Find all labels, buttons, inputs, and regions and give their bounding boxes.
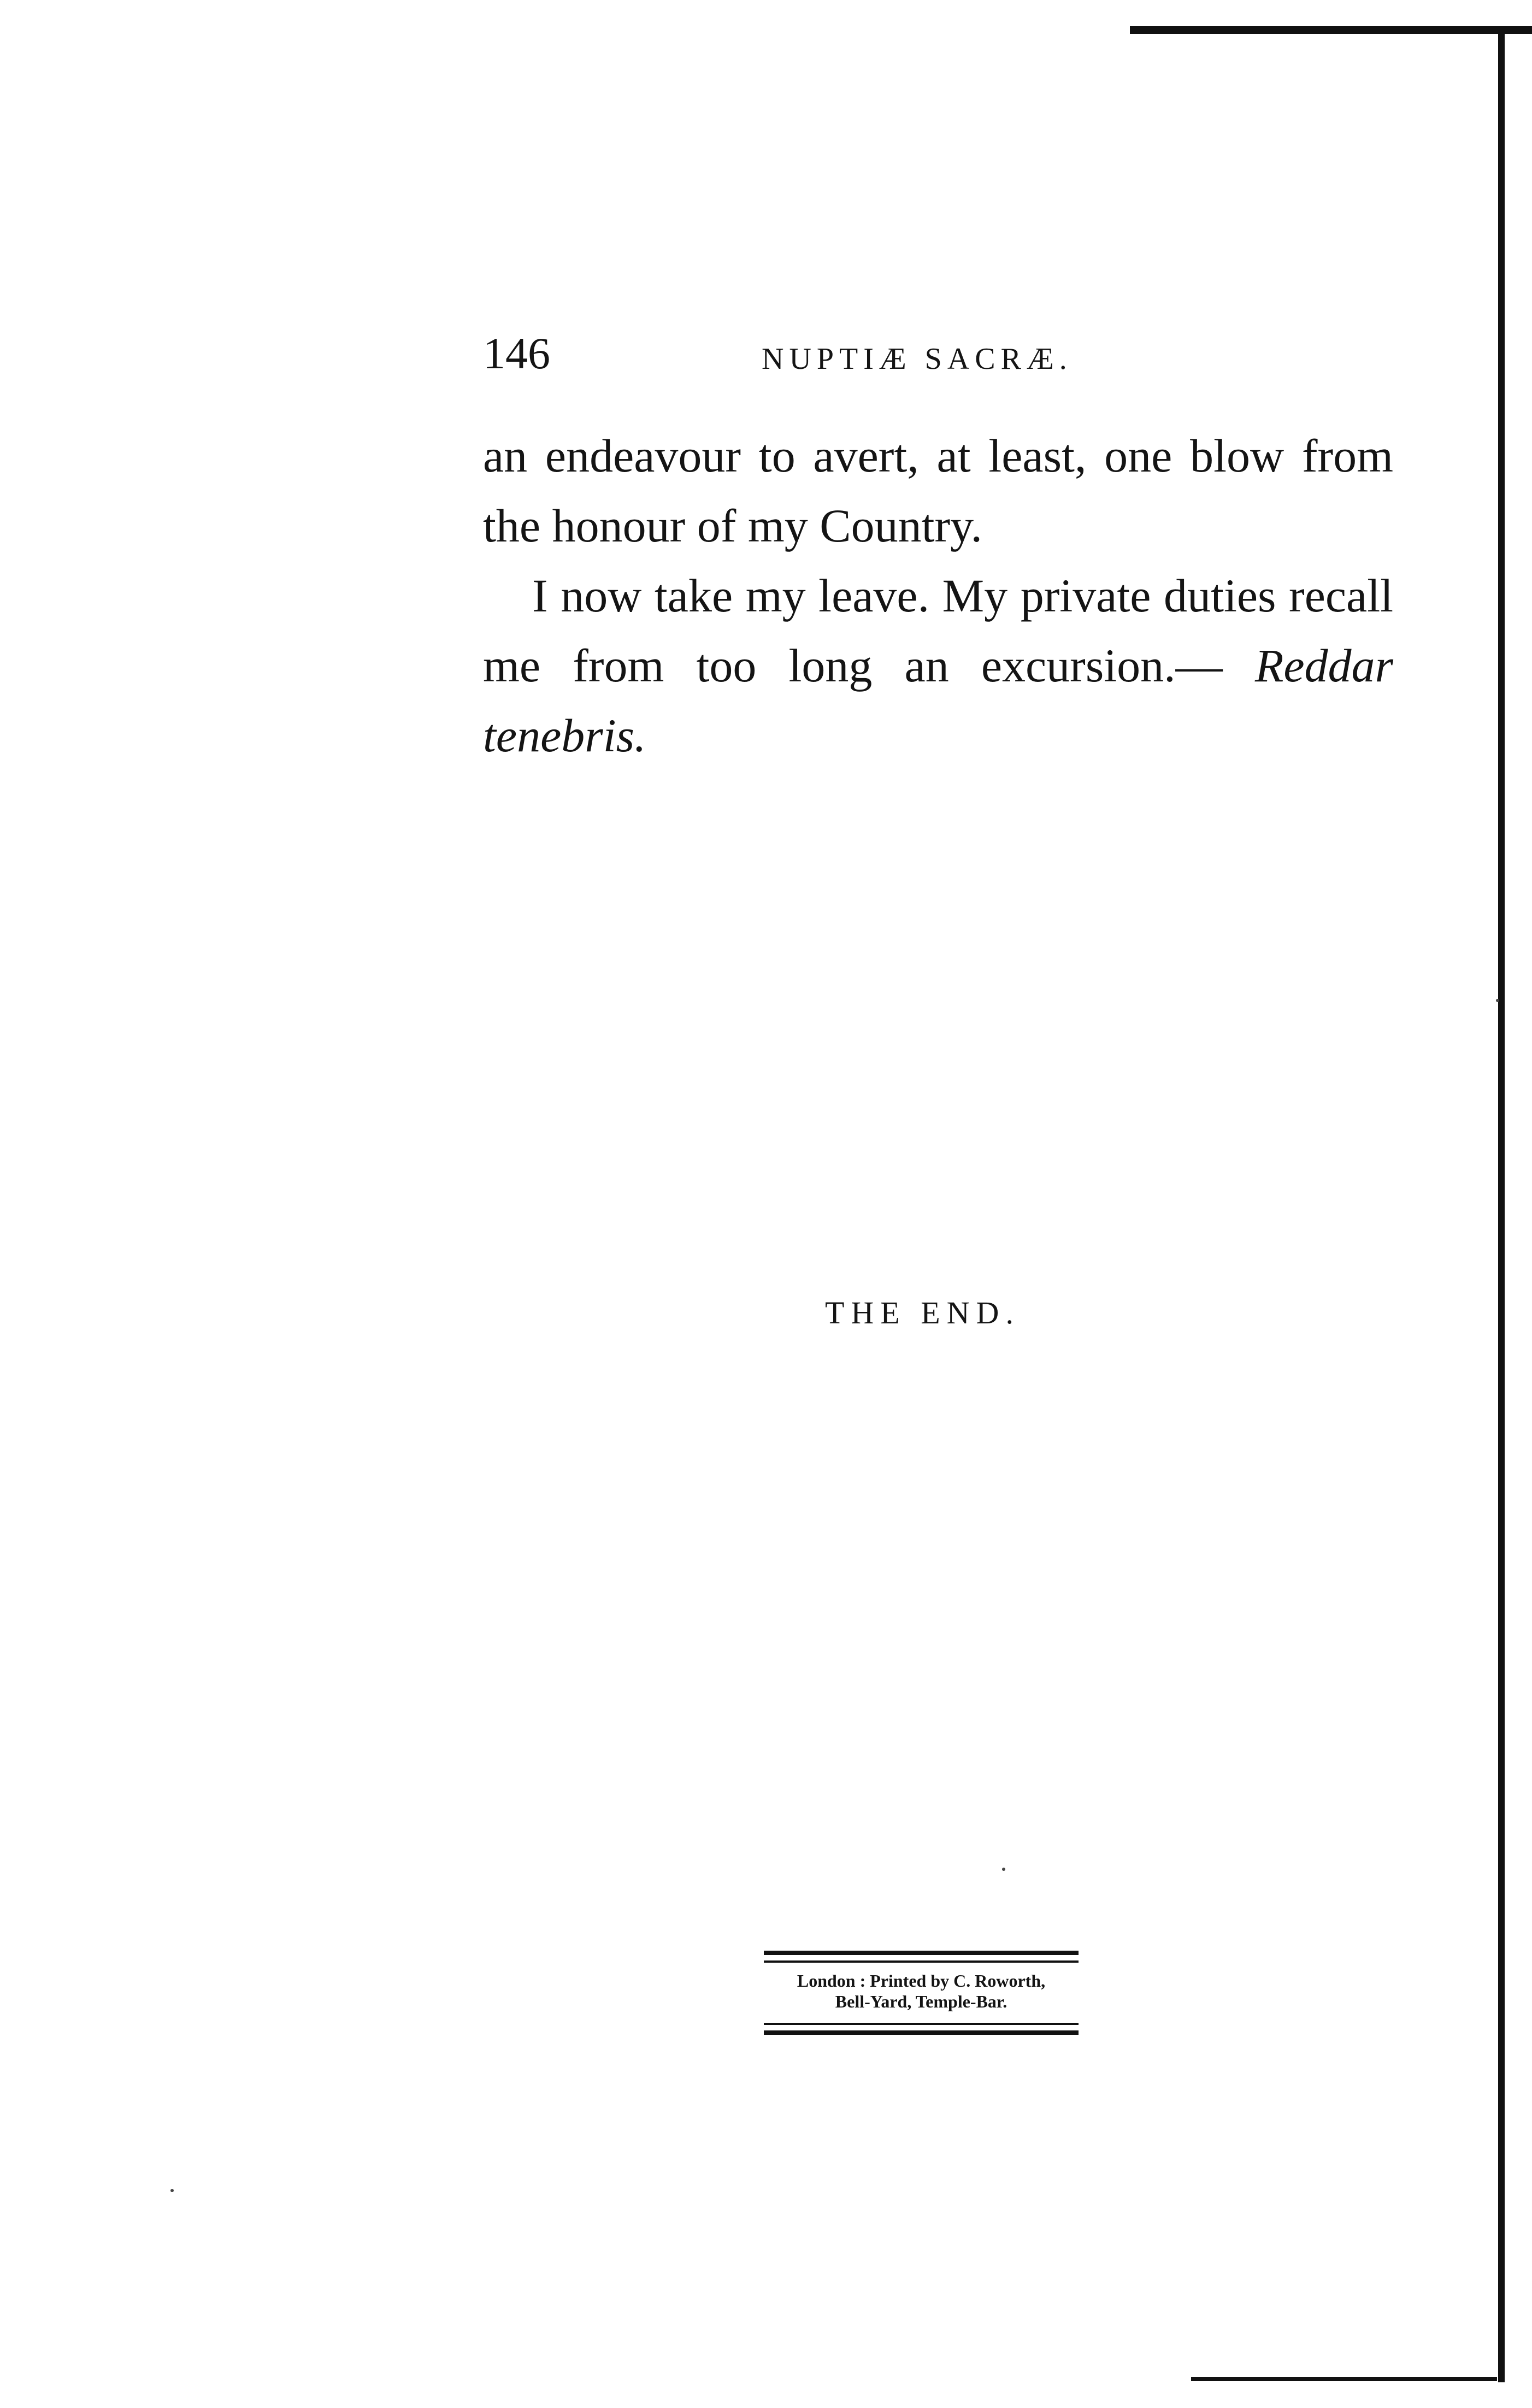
scan-speck [170, 2189, 174, 2192]
scan-speck [1496, 999, 1499, 1002]
page-header [483, 323, 1390, 384]
scan-edge-right [1498, 33, 1505, 2382]
paragraph-2-italic: Reddar tenebris. [483, 639, 1393, 762]
page-number: 146 [483, 328, 550, 378]
paragraph-2 [483, 561, 1393, 770]
imprint-line-1: London : Printed by C. Roworth, [797, 1971, 1046, 1991]
paragraph-1: an endeavour to avert, at least, one blow from the honour of my Country. [483, 429, 1393, 552]
the-end-mark: THE END. [825, 1295, 1020, 1330]
imprint-rule-bottom [764, 2030, 1079, 2035]
body-text [483, 421, 1393, 770]
scan-speck [1002, 1868, 1005, 1871]
running-title: NUPTIÆ SACRÆ. [762, 342, 1073, 376]
paragraph-2-text: I now take my leave. My private duties recall me from too long an excursion.— [483, 569, 1393, 692]
printer-imprint [764, 1951, 1079, 2040]
scan-edge-top [1130, 26, 1532, 34]
scan-edge-bottom [1191, 2377, 1497, 2381]
imprint-line-2: Bell-Yard, Temple-Bar. [835, 1992, 1007, 2011]
imprint-rule-top-thin [764, 1960, 1079, 1963]
imprint-rule-bottom-thin [764, 2023, 1079, 2025]
imprint-rule-top [764, 1951, 1079, 1955]
imprint-text [764, 1970, 1079, 2012]
